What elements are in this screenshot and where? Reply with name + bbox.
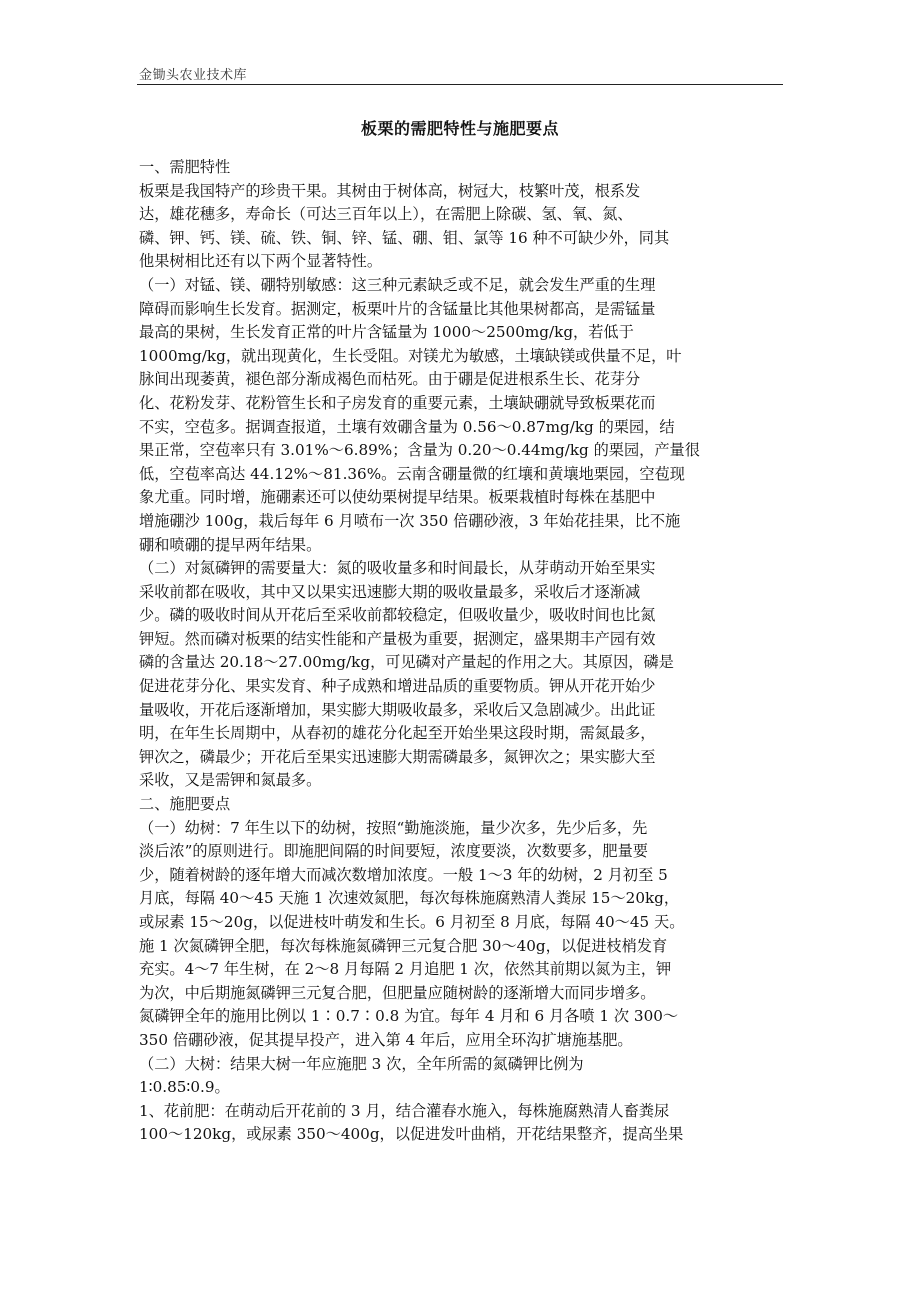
text-line: 1∶0.85∶0.9。 (139, 1078, 230, 1097)
text-line: 1000mg/kg，就出现黄化，生长受阻。对镁尤为敏感，土壤缺镁或供量不足，叶 (139, 346, 682, 365)
text-line: 他果树相比还有以下两个显著特性。 (139, 252, 382, 271)
text-line: 一、需肥特性 (139, 158, 231, 176)
text-line: 促进花芽分化、果实发育、种子成熟和增进品质的重要物质。钾从开花开始少 (139, 677, 656, 696)
text-line: 1、花前肥：在萌动后开花前的 3 月，结合灌春水施入，每株施腐熟清人畜粪尿 (139, 1101, 670, 1120)
page-header: 金锄头农业技术库 (139, 68, 248, 83)
text-line: 板栗是我国特产的珍贵干果。其树由于树体高，树冠大，枝繁叶茂，根系发 (139, 181, 641, 200)
text-line: 达，雄花穗多，寿命长（可达三百年以上），在需肥上除碳、氢、氧、氮、 (139, 205, 633, 224)
text-line: （一）幼树：7 年生以下的幼树，按照“勤施淡施，量少次多，先少后多，先 (139, 818, 648, 837)
text-line: 脉间出现萎黄，褪色部分渐成褐色而枯死。由于硼是促进根系生长、花芽分 (139, 370, 641, 389)
text-line: 硼和喷硼的提早两年结果。 (139, 535, 322, 554)
text-line: 障碍而影响生长发育。据测定，板栗叶片的含锰量比其他果树都高，是需锰量 (139, 299, 656, 318)
text-line: 淡后浓”的原则进行。即施肥间隔的时间要短，浓度要淡，次数要多，肥量要 (139, 842, 648, 861)
text-line: 100～120kg，或尿素 350～400g，以促进发叶曲梢，开花结果整齐，提高坐果 (139, 1125, 684, 1144)
text-line: 充实。4～7 年生树，在 2～8 月每隔 2 月追肥 1 次，依然其前期以氮为主，钾 (139, 960, 672, 979)
text-line: 为次，中后期施氮磷钾三元复合肥，但肥量应随树龄的逐渐增大而同步增多。 (139, 983, 656, 1002)
text-line: （二）对氮磷钾的需要量大：氮的吸收量多和时间最长，从芽萌动开始至果实 (139, 559, 656, 578)
text-line: 二、施肥要点 (139, 795, 231, 814)
text-line: 少，随着树龄的逐年增大而减次数增加浓度。一般 1～3 年的幼树，2 月初至 5 (139, 865, 668, 884)
text-line: （一）对锰、镁、硼特别敏感：这三种元素缺乏或不足，就会发生严重的生理 (139, 275, 656, 294)
text-line: 化、花粉发芽、花粉管生长和子房发育的重要元素，土壤缺硼就导致板栗花而 (139, 393, 656, 412)
header-divider (137, 84, 783, 85)
text-line: 钾短。然而磷对板栗的结实性能和产量极为重要，据测定，盛果期丰产园有效 (139, 629, 656, 648)
document-body (139, 156, 787, 1147)
text-line: 磷、钾、钙、镁、硫、铁、铜、锌、锰、硼、钼、氯等 16 种不可缺少外，同其 (139, 228, 670, 247)
text-line: 量吸收，开花后逐渐增加，果实膨大期吸收最多，采收后又急剧减少。出此证 (139, 700, 656, 719)
text-line: 月底，每隔 40～45 天施 1 次速效氮肥，每次每株施腐熟清人粪尿 15～20kg， (139, 889, 680, 908)
text-line: 施 1 次氮磷钾全肥，每次每株施氮磷钾三元复合肥 30～40g，以促进枝梢发育 (139, 936, 668, 955)
text-line: 增施硼沙 100g，栽后每年 6 月喷布一次 350 倍硼砂液，3 年始花挂果，比不施 (139, 511, 681, 530)
text-line: 明，在年生长周期中，从春初的雄花分化起至开始坐果这段时期，需氮最多， (139, 724, 656, 743)
text-line: 采收，又是需钾和氮最多。 (139, 771, 322, 790)
text-line: 磷的含量达 20.18～27.00mg/kg，可见磷对产量起的作用之大。其原因，磷是 (139, 653, 674, 672)
text-line: （二）大树：结果大树一年应施肥 3 次，全年所需的氮磷钾比例为 (139, 1054, 584, 1073)
text-line: 少。磷的吸收时间从开花后至采收前都较稳定，但吸收量少，吸收时间也比氮 (139, 606, 656, 625)
text-line: 低，空苞率高达 44.12%～81.36%。云南含硼量微的红壤和黄壤地栗园，空苞现 (139, 464, 685, 483)
text-line: 果正常，空苞率只有 3.01%～6.89%；含量为 0.20～0.44mg/kg 的栗园，产量很 (139, 441, 700, 460)
text-line: 350 倍硼砂液，促其提早投产，进入第 4 年后，应用全环沟扩塘施基肥。 (139, 1030, 633, 1049)
text-line: 采收前都在吸收，其中又以果实迅速膨大期的吸收量最多，采收后才逐渐减 (139, 582, 641, 601)
text-line: 象尤重。同时增，施硼素还可以使幼栗树提早结果。板栗栽植时每株在基肥中 (139, 488, 656, 507)
text-line: 不实，空苞多。据调查报道，土壤有效硼含量为 0.56～0.87mg/kg 的栗园，结 (139, 417, 675, 436)
text-line: 钾次之，磷最少；开花后至果实迅速膨大期需磷最多，氮钾次之；果实膨大至 (139, 747, 656, 766)
text-line: 最高的果树，生长发育正常的叶片含锰量为 1000～2500mg/kg，若低于 (139, 323, 634, 342)
text-line: 氮磷钾全年的施用比例以 1∶0.7∶0.8 为宜。每年 4 月和 6 月各喷 1 次 300～ (139, 1007, 679, 1026)
text-line: 或尿素 15～20g，以促进枝叶萌发和生长。6 月初至 8 月底，每隔 40～45 天。 (139, 913, 685, 931)
document-title: 板栗的需肥特性与施肥要点 (360, 119, 559, 138)
